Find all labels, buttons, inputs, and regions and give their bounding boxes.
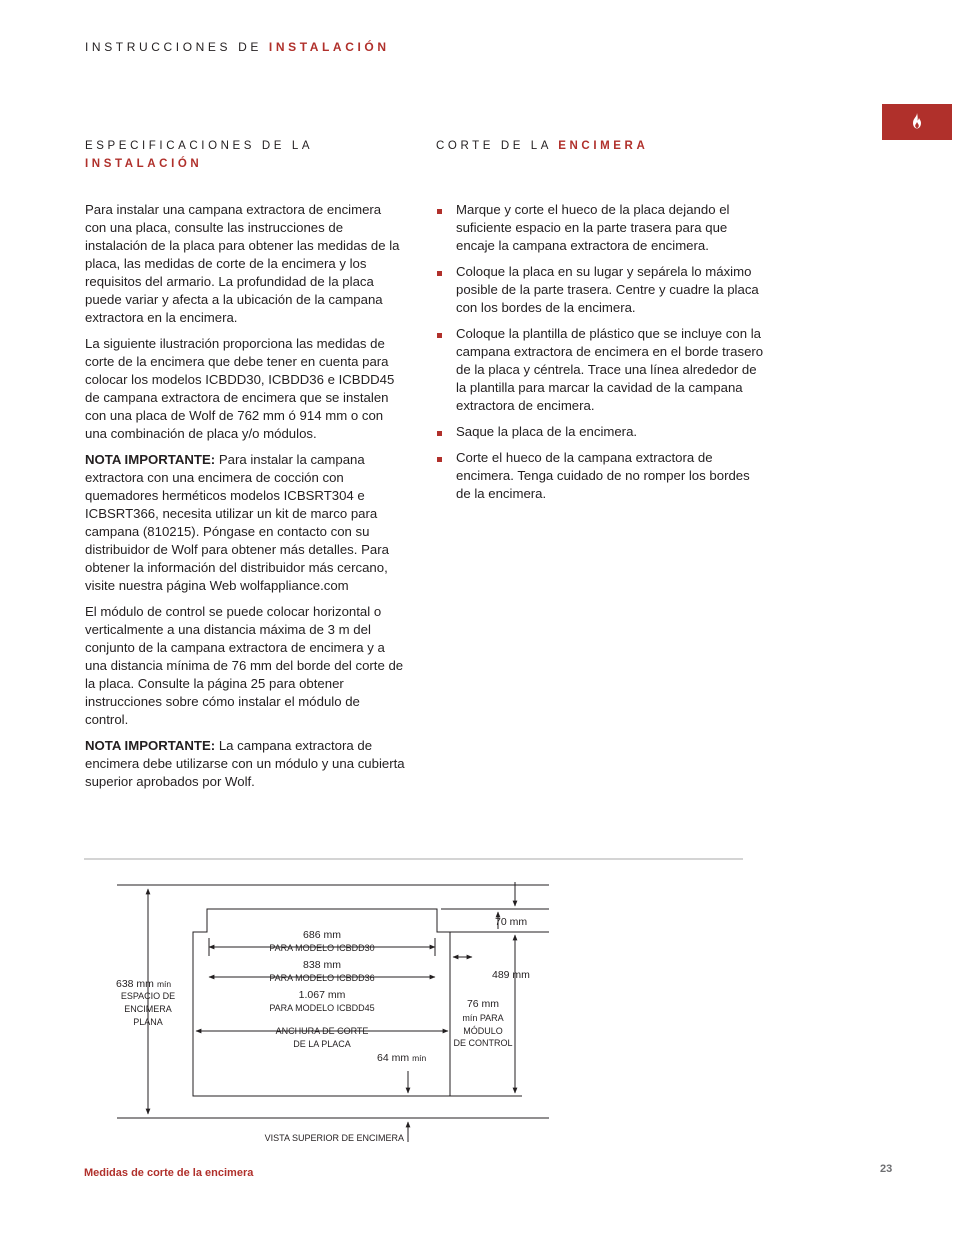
list-item <box>436 263 766 317</box>
bullet-square-icon <box>437 209 442 214</box>
flame-icon <box>911 113 923 129</box>
list-item <box>436 325 766 415</box>
countertop-cut-heading-accent: ENCIMERA <box>558 140 649 152</box>
dimension-686-model: PARA MODELO ICBDD30 <box>269 943 375 953</box>
list-item-text: Saque la placa de la encimera. <box>456 424 638 439</box>
specifications-body <box>85 201 405 799</box>
list-item-text: Coloque la plantilla de plástico que se incluye con la campana extractora de encimera en el borde trasero de la placa y céntrela. Trace una línea alrededor de la plantilla para marcar la cavidad de la campana extractora de encimera. <box>456 326 764 413</box>
flat-space-label: ESPACIO DE <box>120 991 176 1001</box>
dimension-70-label: 70 mm <box>495 916 528 928</box>
dimension-489-label: 489 mm <box>492 969 530 981</box>
dimension-76-label: 76 mm <box>466 998 500 1010</box>
cutout-width-label: DE LA PLACA <box>293 1039 351 1049</box>
dimension-1067-label: 1.067 mm <box>298 989 346 1001</box>
header-accent: INSTALACIÓN <box>268 40 390 54</box>
page-number: 23 <box>880 1163 893 1175</box>
flat-space-label: ENCIMERA <box>124 1004 172 1014</box>
section-divider <box>84 858 743 860</box>
specifications-heading-accent: INSTALACIÓN <box>85 158 203 170</box>
dimension-838-model: PARA MODELO ICBDD36 <box>269 973 375 983</box>
list-item <box>436 201 766 255</box>
cutout-width-label: ANCHURA DE CORTE <box>275 1026 369 1036</box>
cut-steps-list <box>436 201 766 511</box>
dimension-1067-model: PARA MODELO ICBDD45 <box>269 1003 375 1013</box>
countertop-cut-heading <box>436 137 648 155</box>
bullet-square-icon <box>437 271 442 276</box>
section-tab[interactable] <box>882 104 952 140</box>
dimension-64-label: 64 mm mín <box>377 1052 427 1064</box>
flat-space-label: PLANA <box>133 1017 163 1027</box>
top-view-label: VISTA SUPERIOR DE ENCIMERA <box>264 1133 404 1143</box>
paragraph: La siguiente ilustración proporciona las medidas de corte de la encimera que debe tener en cuenta para colocar los modelos ICBDD30, ICBDD36 e ICBDD45 de campana extractora de encimera que se instalen con una placa de Wolf de 762 mm ó 914 mm o con una combinación de placa y/o módulos. <box>85 336 395 441</box>
note-label: NOTA IMPORTANTE: <box>85 452 216 467</box>
bullet-square-icon <box>437 431 442 436</box>
list-item <box>436 423 766 441</box>
bullet-square-icon <box>437 457 442 462</box>
note-label: NOTA IMPORTANTE: <box>85 738 216 753</box>
dimension-76-note: DE CONTROL <box>453 1038 513 1048</box>
note-text: La campana extractora de encimera debe utilizarse con un módulo y una cubierta superior aprobados por Wolf. <box>85 738 405 789</box>
dimension-686-label: 686 mm <box>303 929 341 941</box>
important-note <box>85 737 405 791</box>
list-item-text: Marque y corte el hueco de la placa dejando el suficiente espacio en la parte trasera para que encaje la campana extractora de encimera. <box>456 202 730 253</box>
specifications-heading <box>85 137 313 173</box>
dimension-638-label: 638 mm mín <box>116 978 172 990</box>
header-prefix: INSTRUCCIONES DE <box>85 40 269 54</box>
countertop-cutout-diagram <box>100 870 560 1150</box>
list-item <box>436 449 766 503</box>
note-text: Para instalar la campana extractora con una encimera de cocción con quemadores herméticos modelos ICBSRT304 e ICBSRT366, necesita utilizar un kit de marco para campana (810215). Póngase en contacto con su distribuidor de Wolf para obtener más detalles. Para obtener la información del distribuidor más cercano, visite nuestra página Web wolfappliance.com <box>85 452 389 593</box>
dimension-76-note: MÓDULO <box>463 1026 503 1036</box>
list-item-text: Coloque la placa en su lugar y sepárela lo máximo posible de la parte trasera. Centre y cuadre la placa con los bordes de la encimera. <box>456 264 759 315</box>
paragraph: El módulo de control se puede colocar horizontal o verticalmente a una distancia máxima de 3 m del conjunto de la campana extractora de encimera y a una distancia mínima de 76 mm del borde del corte de la placa. Consulte la página 25 para obtener instrucciones sobre cómo instalar el módulo de control. <box>85 604 404 727</box>
page-header <box>85 40 390 54</box>
countertop-cut-heading-prefix: CORTE DE LA <box>436 140 559 152</box>
dimension-76-note: mín PARA <box>462 1013 504 1023</box>
dimension-838-label: 838 mm <box>303 959 341 971</box>
list-item-text: Corte el hueco de la campana extractora de encimera. Tenga cuidado de no romper los bordes de la encimera. <box>456 450 750 501</box>
important-note <box>85 451 405 595</box>
specifications-heading-prefix: ESPECIFICACIONES DE LA <box>85 140 314 152</box>
paragraph: Para instalar una campana extractora de encimera con una placa, consulte las instrucciones de instalación de la placa para obtener las medidas de la placa, las medidas de corte de la encimera y los requisitos del armario. La profundidad de la placa puede variar y afecta a la ubicación de la campana extractora en la encimera. <box>85 202 400 325</box>
bullet-square-icon <box>437 333 442 338</box>
figure-caption: Medidas de corte de la encimera <box>84 1167 254 1179</box>
